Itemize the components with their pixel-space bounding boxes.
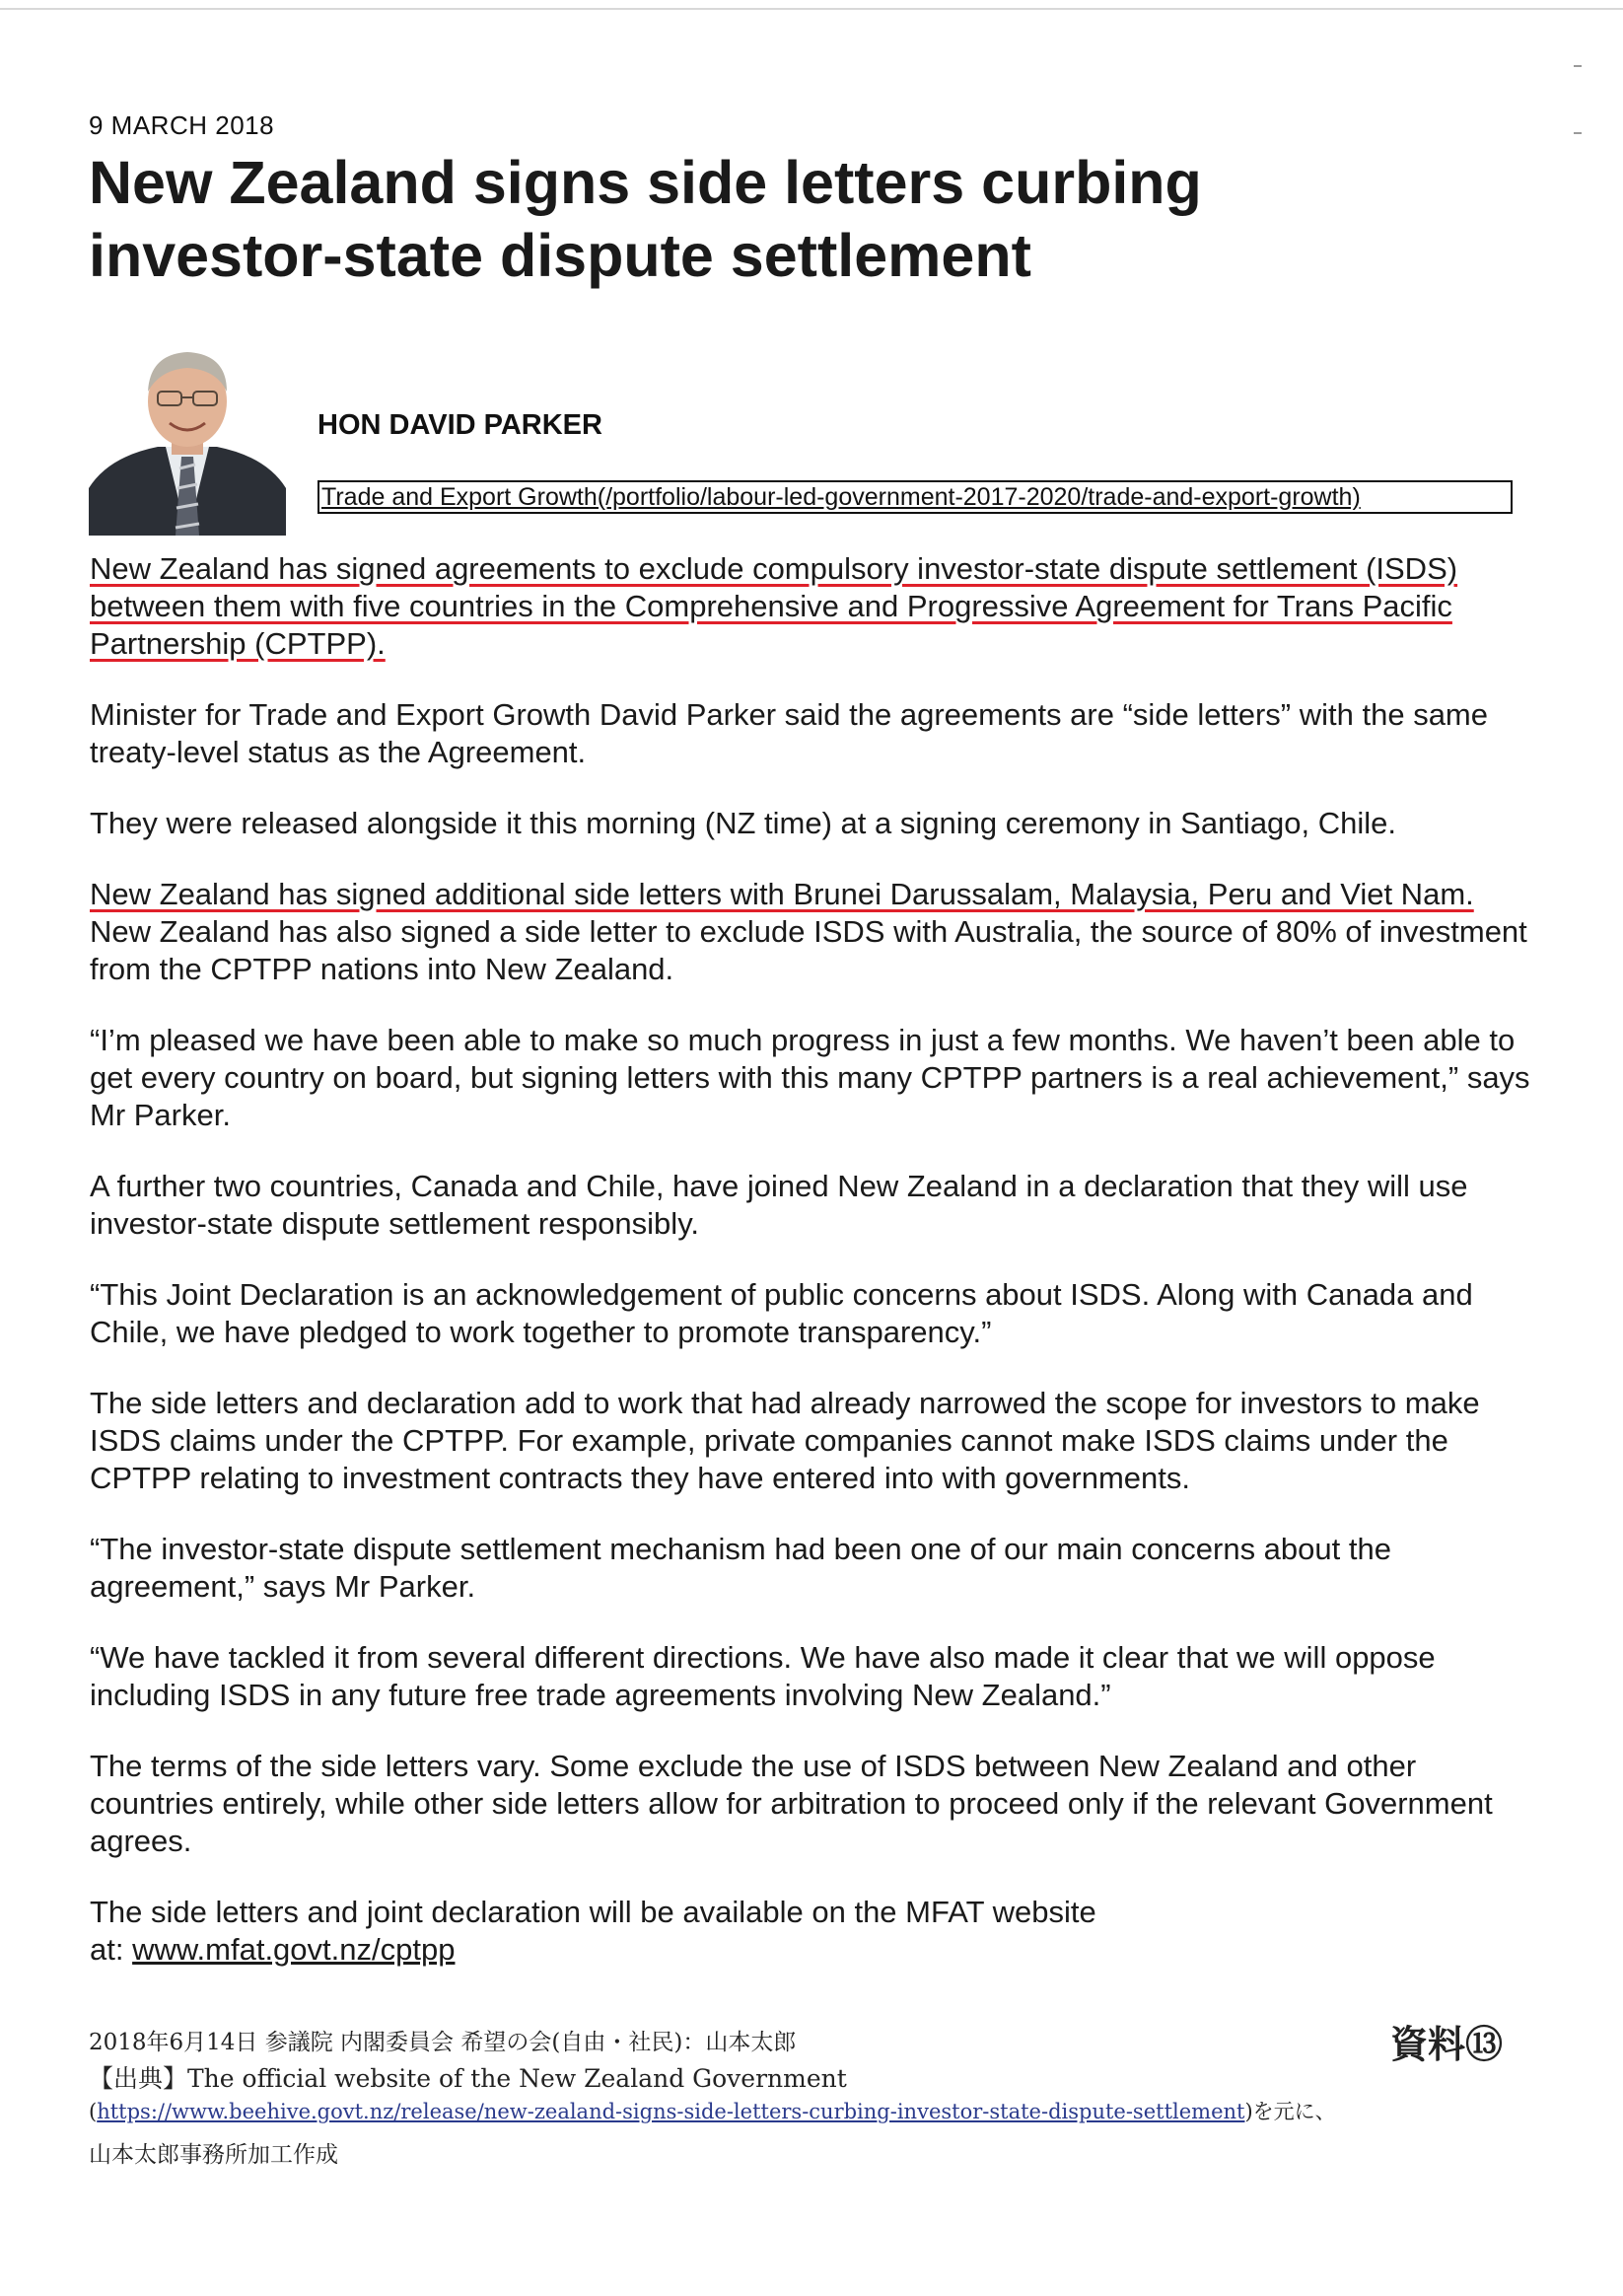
paragraph: The terms of the side letters vary. Some exclude the use of ISDS between New Zealand and other countries entirely, while other side letters allow for arbitration to proceed only if the relevant Government agrees.	[90, 1749, 1493, 1858]
paragraph: “This Joint Declaration is an acknowledgement of public concerns about ISDS. Along with Canada and Chile, we have pledged to work together to promote transparency.”	[90, 1277, 1473, 1349]
scan-mark	[1574, 132, 1582, 134]
highlighted-text: New Zealand has signed additional side letters with Brunei Darussalam, Malaysia, Peru and Viet Nam.	[90, 877, 1474, 911]
portfolio-link[interactable]	[318, 480, 1513, 514]
document-stamp: 資料⑬	[1390, 2023, 1504, 2066]
footer-session-note: 2018年6月14日 参議院 内閣委員会 希望の会(自由・社民)：山本太郎	[89, 2030, 797, 2055]
highlighted-text: New Zealand has signed agreements to exclude compulsory investor-state dispute settlement (ISDS) between them with five countries in the Comprehensive and Progressive Agreement for Trans Pacific Partnership (CPTPP).	[90, 551, 1458, 661]
paragraph: Minister for Trade and Export Growth David Parker said the agreements are “side letters” with the same treaty-level status as the Agreement.	[90, 697, 1488, 769]
footer-source: 【出典】The official website of the New Zealand Government	[89, 2064, 847, 2093]
article-body	[90, 550, 1539, 2002]
portfolio-link-text[interactable]: Trade and Export Growth(/portfolio/labour-led-government-2017-2020/trade-and-export-growth)	[321, 483, 1361, 511]
author-name: HON DAVID PARKER	[318, 409, 602, 441]
paragraph: The side letters and declaration add to work that had already narrowed the scope for investors to make ISDS claims under the CPTPP. For example, private companies cannot make ISDS claims under the CPTPP relating to investment contracts they have entered into with governments.	[90, 1386, 1480, 1495]
paragraph: “The investor-state dispute settlement mechanism had been one of our main concerns about the agreement,” says Mr Parker.	[90, 1532, 1391, 1604]
paragraph	[90, 550, 1539, 663]
release-date: 9 MARCH 2018	[89, 110, 275, 140]
headline: New Zealand signs side letters curbing investor-state dispute settlement	[89, 149, 1202, 289]
paren-close: )を元に、	[1244, 2100, 1336, 2123]
paragraph: “I’m pleased we have been able to make so much progress in just a few months. We haven’t been able to get every country on board, but signing letters with this many CPTPP partners is a real achievement,” says Mr Parker.	[90, 1023, 1530, 1132]
portrait-photo-icon	[89, 340, 286, 536]
footer-credit: 山本太郎事務所加工作成	[89, 2142, 338, 2168]
scan-edge	[0, 8, 1623, 10]
paragraph: “We have tackled it from several different directions. We have also made it clear that we will oppose including ISDS in any future free trade agreements involving New Zealand.”	[90, 1640, 1436, 1712]
paragraph: A further two countries, Canada and Chile, have joined New Zealand in a declaration that they will use investor-state dispute settlement responsibly.	[90, 1169, 1468, 1241]
paragraph: They were released alongside it this morning (NZ time) at a signing ceremony in Santiago, Chile.	[90, 806, 1397, 840]
paragraph	[90, 1894, 1539, 1969]
paragraph-text: at:	[90, 1932, 133, 1967]
source-url-link[interactable]: https://www.beehive.govt.nz/release/new-zealand-signs-side-letters-curbing-investor-state-dispute-settlement	[97, 2100, 1245, 2123]
paren-open: (	[89, 2100, 98, 2123]
paragraph-text: The side letters and joint declaration will be available on the MFAT website	[90, 1895, 1096, 1929]
scan-mark	[1574, 65, 1582, 67]
paragraph	[90, 876, 1539, 988]
footer-source-url-line	[89, 2096, 1336, 2125]
mfat-link[interactable]: www.mfat.govt.nz/cptpp	[132, 1932, 456, 1967]
paragraph-text: New Zealand has also signed a side letter to exclude ISDS with Australia, the source of 80% of investment from the CPTPP nations into New Zealand.	[90, 914, 1527, 986]
portrait-svg	[89, 340, 286, 536]
